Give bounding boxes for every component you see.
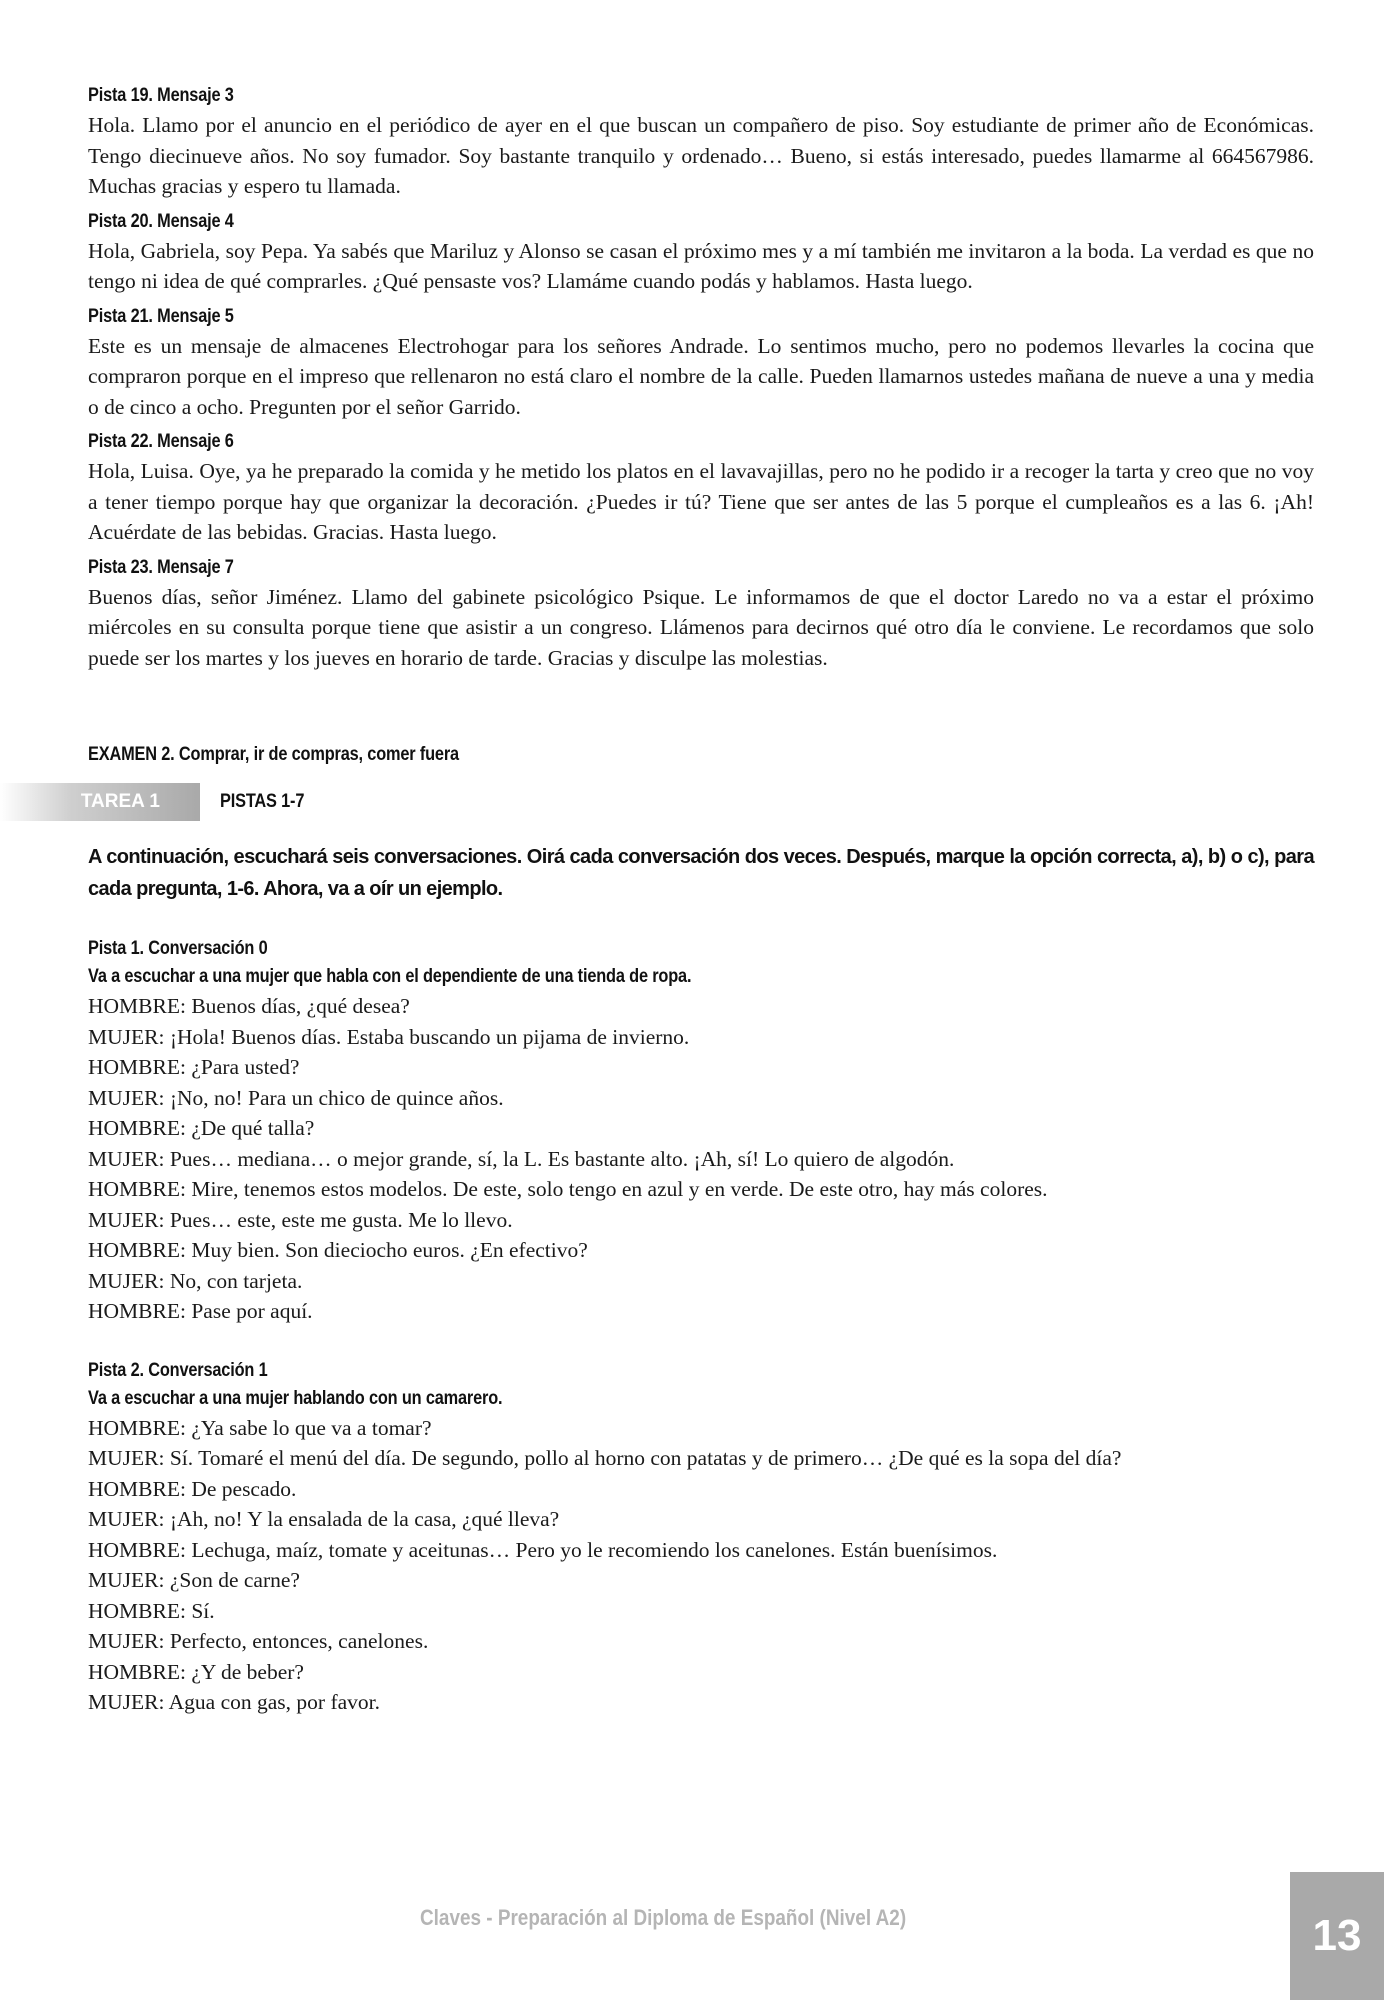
exam-title: EXAMEN 2. Comprar, ir de compras, comer fuera <box>88 744 459 765</box>
conversation-context: Va a escuchar a una mujer que habla con el dependiente de una tienda de ropa. <box>88 966 692 987</box>
message-block-3 <box>88 82 1314 202</box>
dialogue-line: HOMBRE: Pase por aquí. <box>88 1299 313 1323</box>
track-heading: Pista 23. Mensaje 7 <box>88 556 234 578</box>
track-heading: Pista 20. Mensaje 4 <box>88 210 234 232</box>
message-text: Este es un mensaje de almacenes Electrohogar para los señores Andrade. Lo sentimos mucho, pero no podemos llevarles la cocina que compraron porque en el impreso que rellenaron no está claro el nombre de la calle. Pueden llamarnos ustedes mañana de nueve a una y media o de cinco a ocho. Pregunten por el señor Garrido. <box>88 333 1314 419</box>
dialogue-line: HOMBRE: De pescado. <box>88 1476 297 1501</box>
message-block-6 <box>88 428 1314 548</box>
dialogue-line: MUJER: ¡Hola! Buenos días. Estaba buscando un pijama de invierno. <box>88 1024 690 1049</box>
dialogue-line: MUJER: Perfecto, entonces, canelones. <box>88 1629 429 1653</box>
message-text: Hola. Llamo por el anuncio en el periódico de ayer en el que buscan un compañero de piso. Soy estudiante de primer año de Económicas. Tengo diecinueve años. No soy fumador. Soy bastante tranquilo y ordenado… Bueno, si estás interesado, puedes llamarme al 664567986. Muchas gracias y espero tu llamada. <box>88 113 1314 198</box>
dialogue-line: MUJER: ¿Son de carne? <box>88 1568 300 1592</box>
dialogue-line: MUJER: Pues… este, este me gusta. Me lo llevo. <box>88 1207 513 1232</box>
page-number-tab <box>1290 1872 1384 2000</box>
dialogue-line: MUJER: ¡Ah, no! Y la ensalada de la casa, ¿qué lleva? <box>88 1507 560 1531</box>
dialogue-line: HOMBRE: Lechuga, maíz, tomate y aceitunas… Pero yo le recomiendo los canelones. Están buenísimos. <box>88 1537 998 1562</box>
conversation-context: Va a escuchar a una mujer hablando con un camarero. <box>88 1387 503 1409</box>
dialogue-line: HOMBRE: Buenos días, ¿qué desea? <box>88 994 410 1018</box>
pistas-label: PISTAS 1-7 <box>220 791 305 812</box>
page-number: 13 <box>1312 1911 1362 1960</box>
message-text: Hola, Luisa. Oye, ya he preparado la comida y he metido los platos en el lavavajillas, pero no he podido ir a recoger la tarta y creo que no voy a tener tiempo porque hay que organizar la decoración. ¿Puedes ir tú? Tiene que ser antes de las 5 porque el cumpleaños es a las 6. ¡Ah! Acuérdate de las bebidas. Gracias. Hasta luego. <box>88 459 1314 544</box>
dialogue-line: HOMBRE: ¿Y de beber? <box>88 1659 304 1684</box>
track-heading: Pista 22. Mensaje 6 <box>88 431 234 452</box>
dialogue-line: HOMBRE: ¿De qué talla? <box>88 1116 315 1140</box>
conversation-0 <box>88 935 1314 1327</box>
dialogue-line: MUJER: Sí. Tomaré el menú del día. De segundo, pollo al horno con patatas y de primero… ¿De qué es la sopa del día? <box>88 1446 1122 1470</box>
conversation-1 <box>88 1357 1314 1718</box>
dialogue-line: HOMBRE: Muy bien. Son dieciocho euros. ¿En efectivo? <box>88 1238 588 1262</box>
track-heading: Pista 1. Conversación 0 <box>88 938 268 959</box>
dialogue-line: MUJER: Agua con gas, por favor. <box>88 1690 381 1714</box>
dialogue-line: HOMBRE: Mire, tenemos estos modelos. De este, solo tengo en azul y en verde. De este otro, hay más colores. <box>88 1177 1048 1201</box>
page-content <box>80 82 1314 1718</box>
message-text: Buenos días, señor Jiménez. Llamo del gabinete psicológico Psique. Le informamos de que el doctor Laredo no va a estar el próximo miércoles en su consulta porque tiene que asistir a un congreso. Llámenos para decirnos qué otro día le conviene. Le recordamos que solo puede ser los martes y los jueves en horario de tarde. Gracias y disculpe las molestias. <box>88 584 1314 670</box>
track-heading: Pista 2. Conversación 1 <box>88 1359 268 1381</box>
message-text: Hola, Gabriela, soy Pepa. Ya sabés que Mariluz y Alonso se casan el próximo mes y a mí también me invitaron a la boda. La verdad es que no tengo ni idea de qué comprarles. ¿Qué pensaste vos? Llamáme cuando podás y hablamos. Hasta luego. <box>88 238 1314 293</box>
tarea-label: TAREA 1 <box>80 791 160 812</box>
dialogue-line: HOMBRE: ¿Ya sabe lo que va a tomar? <box>88 1415 432 1440</box>
track-heading: Pista 21. Mensaje 5 <box>88 305 234 327</box>
tarea-badge <box>0 783 200 821</box>
tarea-header <box>0 783 1314 821</box>
dialogue-line: MUJER: ¡No, no! Para un chico de quince años. <box>88 1085 504 1110</box>
task-instructions: A continuación, escuchará seis conversaciones. Oirá cada conversación dos veces. Después, marque la opción correcta, a), b) o c), para cada pregunta, 1-6. Ahora, va a oír un ejemplo. <box>88 846 1314 900</box>
track-heading: Pista 19. Mensaje 3 <box>88 85 234 106</box>
dialogue-line: MUJER: Pues… mediana… o mejor grande, sí, la L. Es bastante alto. ¡Ah, sí! Lo quiero de algodón. <box>88 1146 955 1171</box>
page-footer: Claves - Preparación al Diploma de Español (Nivel A2) <box>420 1905 907 1930</box>
message-block-7 <box>88 554 1314 674</box>
dialogue-line: HOMBRE: Sí. <box>88 1598 215 1623</box>
message-block-4 <box>88 208 1314 297</box>
dialogue-line: HOMBRE: ¿Para usted? <box>88 1055 300 1079</box>
message-block-5 <box>88 303 1314 423</box>
dialogue-line: MUJER: No, con tarjeta. <box>88 1268 303 1293</box>
